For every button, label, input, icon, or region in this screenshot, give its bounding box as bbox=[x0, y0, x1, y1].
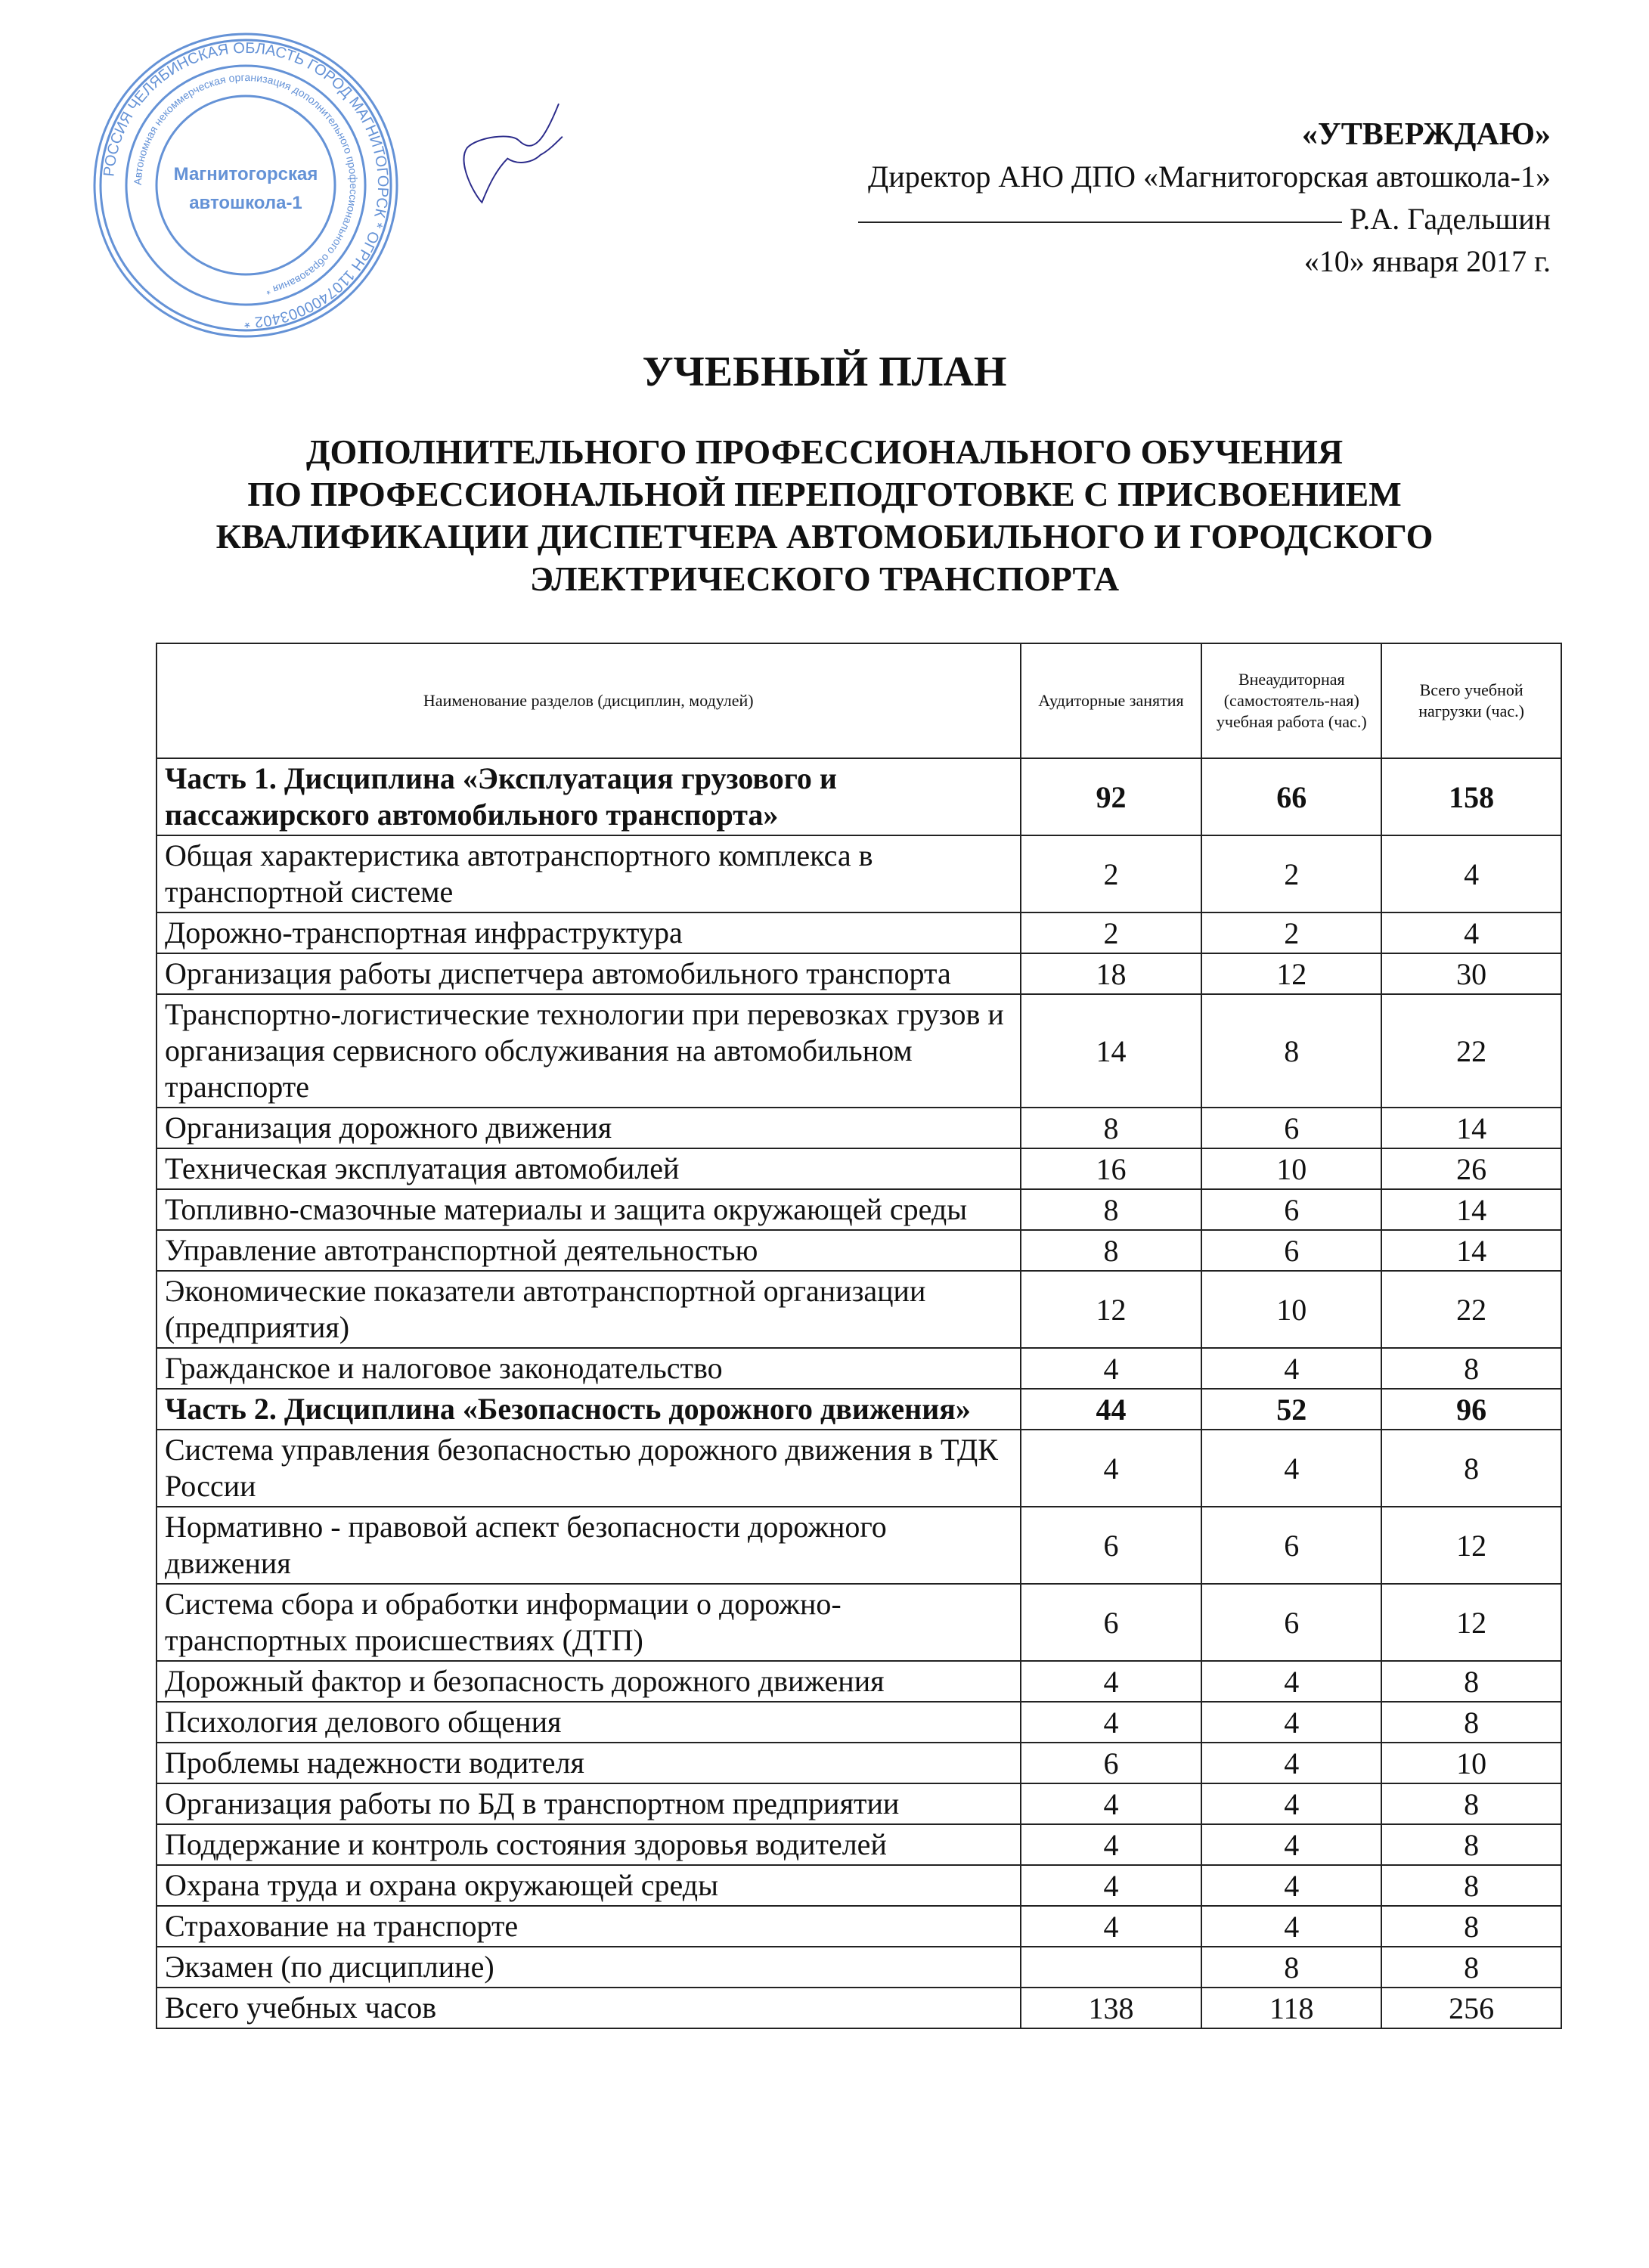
row-classroom-hours: 4 bbox=[1021, 1430, 1202, 1507]
row-name: Общая характеристика автотранспортного комплекса в транспортной системе bbox=[157, 835, 1021, 912]
signature-line bbox=[858, 222, 1342, 223]
row-self-study-hours: 6 bbox=[1201, 1584, 1381, 1661]
row-name: Транспортно-логистические технологии при перевозках грузов и организация сервисного обслуживания на автомобильном транспорте bbox=[157, 994, 1021, 1108]
table-row bbox=[157, 1947, 1561, 1988]
row-name: Проблемы надежности водителя bbox=[157, 1743, 1021, 1783]
row-classroom-hours: 4 bbox=[1021, 1824, 1202, 1865]
table-row bbox=[157, 1661, 1561, 1702]
row-name: Гражданское и налоговое законодательство bbox=[157, 1348, 1021, 1389]
row-name: Экономические показатели автотранспортной организации (предприятия) bbox=[157, 1271, 1021, 1348]
subtitle-line: ЭЛЕКТРИЧЕСКОГО ТРАНСПОРТА bbox=[529, 559, 1120, 598]
table-row bbox=[157, 1108, 1561, 1148]
approval-block bbox=[858, 113, 1551, 283]
table-header-row bbox=[157, 643, 1561, 758]
row-total-hours: 8 bbox=[1381, 1783, 1561, 1824]
row-self-study-hours: 66 bbox=[1201, 758, 1381, 835]
row-total-hours: 4 bbox=[1381, 912, 1561, 953]
row-self-study-hours: 4 bbox=[1201, 1906, 1381, 1947]
row-classroom-hours: 4 bbox=[1021, 1865, 1202, 1906]
row-self-study-hours: 118 bbox=[1201, 1988, 1381, 2028]
row-total-hours: 8 bbox=[1381, 1824, 1561, 1865]
approval-name: Р.А. Гадельшин bbox=[1350, 202, 1551, 236]
row-classroom-hours: 4 bbox=[1021, 1702, 1202, 1743]
document-subtitle bbox=[0, 431, 1649, 600]
column-header-total: Всего учебной нагрузки (час.) bbox=[1381, 643, 1561, 758]
row-classroom-hours: 14 bbox=[1021, 994, 1202, 1108]
row-classroom-hours: 8 bbox=[1021, 1230, 1202, 1271]
row-classroom-hours: 18 bbox=[1021, 953, 1202, 994]
row-self-study-hours: 4 bbox=[1201, 1824, 1381, 1865]
row-total-hours: 12 bbox=[1381, 1507, 1561, 1584]
approval-position: Директор АНО ДПО «Магнитогорская автошкола-1» bbox=[868, 160, 1551, 194]
row-classroom-hours: 4 bbox=[1021, 1348, 1202, 1389]
row-classroom-hours: 6 bbox=[1021, 1507, 1202, 1584]
row-self-study-hours: 6 bbox=[1201, 1230, 1381, 1271]
row-total-hours: 158 bbox=[1381, 758, 1561, 835]
column-header-self-study: Внеаудиторная (самостоятель-ная) учебная работа (час.) bbox=[1201, 643, 1381, 758]
row-self-study-hours: 4 bbox=[1201, 1783, 1381, 1824]
row-self-study-hours: 4 bbox=[1201, 1661, 1381, 1702]
approval-heading: «УТВЕРЖДАЮ» bbox=[1301, 117, 1551, 152]
row-total-hours: 30 bbox=[1381, 953, 1561, 994]
row-total-hours: 8 bbox=[1381, 1348, 1561, 1389]
row-name: Дорожный фактор и безопасность дорожного движения bbox=[157, 1661, 1021, 1702]
table-row bbox=[157, 1271, 1561, 1348]
table-row bbox=[157, 1430, 1561, 1507]
row-classroom-hours: 92 bbox=[1021, 758, 1202, 835]
svg-text:автошкола-1: автошкола-1 bbox=[189, 193, 302, 213]
row-total-hours: 8 bbox=[1381, 1702, 1561, 1743]
row-total-hours: 96 bbox=[1381, 1389, 1561, 1430]
row-self-study-hours: 10 bbox=[1201, 1271, 1381, 1348]
row-total-hours: 26 bbox=[1381, 1148, 1561, 1189]
row-classroom-hours: 16 bbox=[1021, 1148, 1202, 1189]
table-row bbox=[157, 953, 1561, 994]
approval-date: «10» января 2017 г. bbox=[1303, 244, 1551, 278]
subtitle-line: ДОПОЛНИТЕЛЬНОГО ПРОФЕССИОНАЛЬНОГО ОБУЧЕНИЯ bbox=[305, 432, 1344, 471]
row-total-hours: 12 bbox=[1381, 1584, 1561, 1661]
row-total-hours: 8 bbox=[1381, 1865, 1561, 1906]
row-name: Система сбора и обработки информации о дорожно-транспортных происшествиях (ДТП) bbox=[157, 1584, 1021, 1661]
row-name: Всего учебных часов bbox=[157, 1988, 1021, 2028]
row-classroom-hours: 8 bbox=[1021, 1189, 1202, 1230]
svg-text:РОССИЯ ЧЕЛЯБИНСКАЯ ОБЛАСТЬ ГОР: РОССИЯ ЧЕЛЯБИНСКАЯ ОБЛАСТЬ ГОРОД МАГНИТОГОРСК * ОГРН 1107400003402 * bbox=[101, 39, 392, 331]
row-classroom-hours: 2 bbox=[1021, 835, 1202, 912]
row-name: Управление автотранспортной деятельностью bbox=[157, 1230, 1021, 1271]
row-classroom-hours bbox=[1021, 1947, 1202, 1988]
row-classroom-hours: 6 bbox=[1021, 1584, 1202, 1661]
table-row bbox=[157, 1189, 1561, 1230]
subtitle-line: КВАЛИФИКАЦИИ ДИСПЕТЧЕРА АВТОМОБИЛЬНОГО И ГОРОДСКОГО bbox=[215, 517, 1434, 556]
row-total-hours: 8 bbox=[1381, 1906, 1561, 1947]
row-classroom-hours: 12 bbox=[1021, 1271, 1202, 1348]
table-row bbox=[157, 994, 1561, 1108]
row-self-study-hours: 52 bbox=[1201, 1389, 1381, 1430]
row-total-hours: 22 bbox=[1381, 994, 1561, 1108]
row-self-study-hours: 4 bbox=[1201, 1702, 1381, 1743]
row-name: Система управления безопасностью дорожного движения в ТДК России bbox=[157, 1430, 1021, 1507]
row-total-hours: 256 bbox=[1381, 1988, 1561, 2028]
row-name: Топливно-смазочные материалы и защита окружающей среды bbox=[157, 1189, 1021, 1230]
row-self-study-hours: 4 bbox=[1201, 1865, 1381, 1906]
table-row bbox=[157, 912, 1561, 953]
row-self-study-hours: 10 bbox=[1201, 1148, 1381, 1189]
row-total-hours: 4 bbox=[1381, 835, 1561, 912]
row-name: Психология делового общения bbox=[157, 1702, 1021, 1743]
row-self-study-hours: 2 bbox=[1201, 912, 1381, 953]
row-self-study-hours: 2 bbox=[1201, 835, 1381, 912]
table-row bbox=[157, 1988, 1561, 2028]
row-total-hours: 14 bbox=[1381, 1230, 1561, 1271]
table-row bbox=[157, 1702, 1561, 1743]
table-row bbox=[157, 1824, 1561, 1865]
table-row bbox=[157, 1865, 1561, 1906]
column-header-name: Наименование разделов (дисциплин, модулей) bbox=[157, 643, 1021, 758]
row-name: Экзамен (по дисциплине) bbox=[157, 1947, 1021, 1988]
row-classroom-hours: 2 bbox=[1021, 912, 1202, 953]
table-section-row bbox=[157, 758, 1561, 835]
table-row bbox=[157, 1507, 1561, 1584]
row-name: Поддержание и контроль состояния здоровья водителей bbox=[157, 1824, 1021, 1865]
row-self-study-hours: 4 bbox=[1201, 1743, 1381, 1783]
row-self-study-hours: 8 bbox=[1201, 1947, 1381, 1988]
row-classroom-hours: 4 bbox=[1021, 1661, 1202, 1702]
table-row bbox=[157, 835, 1561, 912]
row-self-study-hours: 6 bbox=[1201, 1108, 1381, 1148]
row-name: Организация работы по БД в транспортном предприятии bbox=[157, 1783, 1021, 1824]
row-name: Часть 1. Дисциплина «Эксплуатация грузового и пассажирского автомобильного транспорта» bbox=[157, 758, 1021, 835]
row-name: Часть 2. Дисциплина «Безопасность дорожного движения» bbox=[157, 1389, 1021, 1430]
row-classroom-hours: 4 bbox=[1021, 1783, 1202, 1824]
table-row bbox=[157, 1584, 1561, 1661]
svg-text:Автономная некоммерческая орга: Автономная некоммерческая организация дополнительного профессионального образования * bbox=[131, 70, 361, 298]
row-total-hours: 14 bbox=[1381, 1108, 1561, 1148]
row-name: Дорожно-транспортная инфраструктура bbox=[157, 912, 1021, 953]
row-self-study-hours: 6 bbox=[1201, 1189, 1381, 1230]
row-self-study-hours: 4 bbox=[1201, 1430, 1381, 1507]
curriculum-table bbox=[156, 643, 1562, 2029]
row-classroom-hours: 138 bbox=[1021, 1988, 1202, 2028]
row-total-hours: 22 bbox=[1381, 1271, 1561, 1348]
row-total-hours: 8 bbox=[1381, 1430, 1561, 1507]
svg-text:Магнитогорская: Магнитогорская bbox=[173, 164, 318, 184]
row-self-study-hours: 4 bbox=[1201, 1348, 1381, 1389]
row-total-hours: 8 bbox=[1381, 1947, 1561, 1988]
row-classroom-hours: 8 bbox=[1021, 1108, 1202, 1148]
signature bbox=[423, 68, 650, 234]
row-total-hours: 14 bbox=[1381, 1189, 1561, 1230]
table-row bbox=[157, 1148, 1561, 1189]
row-classroom-hours: 44 bbox=[1021, 1389, 1202, 1430]
row-name: Страхование на транспорте bbox=[157, 1906, 1021, 1947]
row-self-study-hours: 12 bbox=[1201, 953, 1381, 994]
row-name: Нормативно - правовой аспект безопасности дорожного движения bbox=[157, 1507, 1021, 1584]
column-header-classroom: Аудиторные занятия bbox=[1021, 643, 1202, 758]
row-total-hours: 10 bbox=[1381, 1743, 1561, 1783]
row-name: Охрана труда и охрана окружающей среды bbox=[157, 1865, 1021, 1906]
subtitle-line: ПО ПРОФЕССИОНАЛЬНОЙ ПЕРЕПОДГОТОВКЕ С ПРИСВОЕНИЕМ bbox=[247, 475, 1402, 513]
document-title: УЧЕБНЫЙ ПЛАН bbox=[642, 349, 1007, 395]
table-row bbox=[157, 1230, 1561, 1271]
table-section-row bbox=[157, 1389, 1561, 1430]
table-row bbox=[157, 1348, 1561, 1389]
row-classroom-hours: 4 bbox=[1021, 1906, 1202, 1947]
row-self-study-hours: 8 bbox=[1201, 994, 1381, 1108]
row-total-hours: 8 bbox=[1381, 1661, 1561, 1702]
row-classroom-hours: 6 bbox=[1021, 1743, 1202, 1783]
row-name: Организация дорожного движения bbox=[157, 1108, 1021, 1148]
table-row bbox=[157, 1783, 1561, 1824]
row-name: Техническая эксплуатация автомобилей bbox=[157, 1148, 1021, 1189]
organization-stamp bbox=[91, 30, 401, 340]
row-self-study-hours: 6 bbox=[1201, 1507, 1381, 1584]
row-name: Организация работы диспетчера автомобильного транспорта bbox=[157, 953, 1021, 994]
table-row bbox=[157, 1906, 1561, 1947]
table-row bbox=[157, 1743, 1561, 1783]
